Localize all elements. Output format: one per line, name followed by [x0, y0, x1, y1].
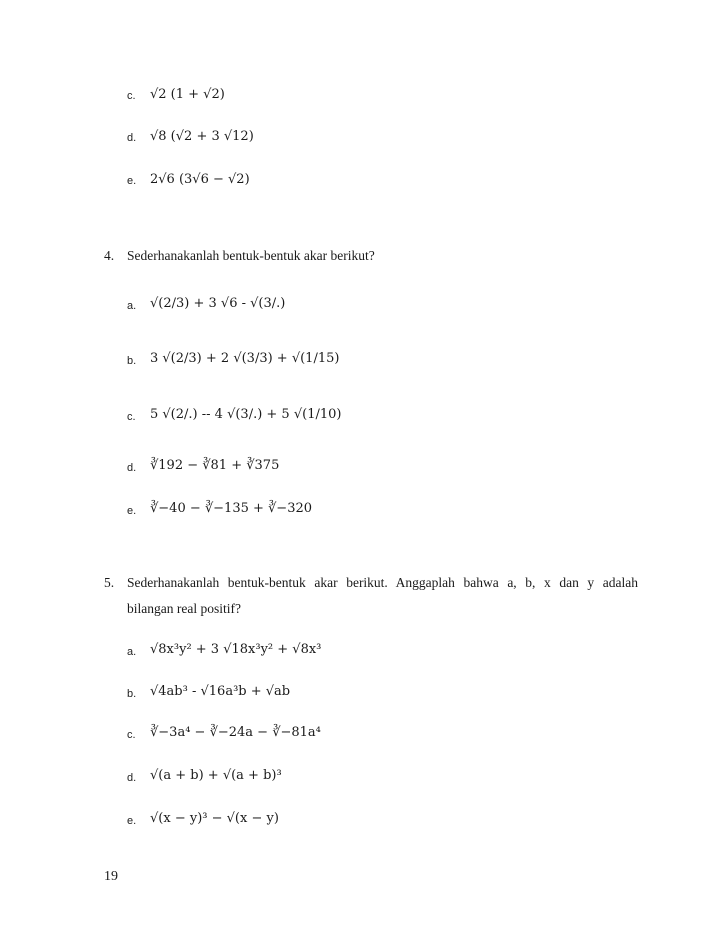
item-letter: d.: [127, 772, 137, 784]
math-expression: ∛−3a⁴ − ∛−24a − ∛−81a⁴: [150, 725, 321, 740]
math-expression: ∛−40 − ∛−135 + ∛−320: [150, 501, 313, 516]
question-number: 4.: [104, 248, 115, 263]
math-expression: √(x − y)³ − √(x − y): [150, 811, 279, 826]
item-letter: c.: [127, 90, 136, 102]
item-letter: e.: [127, 505, 137, 517]
item-letter: d.: [127, 132, 137, 144]
item-letter: e.: [127, 175, 137, 187]
item-letter: c.: [127, 411, 136, 423]
math-expression: √8x³y² + 3 √18x³y² + √8x³: [150, 642, 322, 657]
math-expression: √8 (√2 + 3 √12): [150, 129, 254, 144]
question-text-continued: bilangan real positif?: [127, 601, 241, 616]
math-expression: 5 √(2/.) -- 4 √(3/.) + 5 √(1/10): [150, 407, 342, 422]
math-expression: ∛192 − ∛81 + ∛375: [150, 458, 280, 473]
math-expression: √4ab³ - √16a³b + √ab: [150, 684, 291, 699]
item-letter: a.: [127, 646, 137, 658]
math-expression: 3 √(2/3) + 2 √(3/3) + √(1/15): [150, 351, 340, 366]
item-letter: a.: [127, 300, 137, 312]
question-number: 5.: [104, 575, 115, 590]
item-letter: e.: [127, 815, 137, 827]
item-letter: b.: [127, 688, 137, 700]
question-text: Sederhanakanlah bentuk-bentuk akar berikut. Anggaplah bahwa a, b, x dan y adalah: [127, 575, 638, 590]
math-expression: √(a + b) + √(a + b)³: [150, 768, 282, 783]
math-expression: 2√6 (3√6 − √2): [150, 172, 250, 187]
item-letter: c.: [127, 729, 136, 741]
item-letter: d.: [127, 462, 137, 474]
question-text: Sederhanakanlah bentuk-bentuk akar berikut?: [127, 248, 375, 263]
item-letter: b.: [127, 355, 137, 367]
math-expression: √2 (1 + √2): [150, 87, 225, 102]
page-number: 19: [104, 869, 118, 884]
math-expression: √(2/3) + 3 √6 - √(3/.): [150, 296, 286, 311]
